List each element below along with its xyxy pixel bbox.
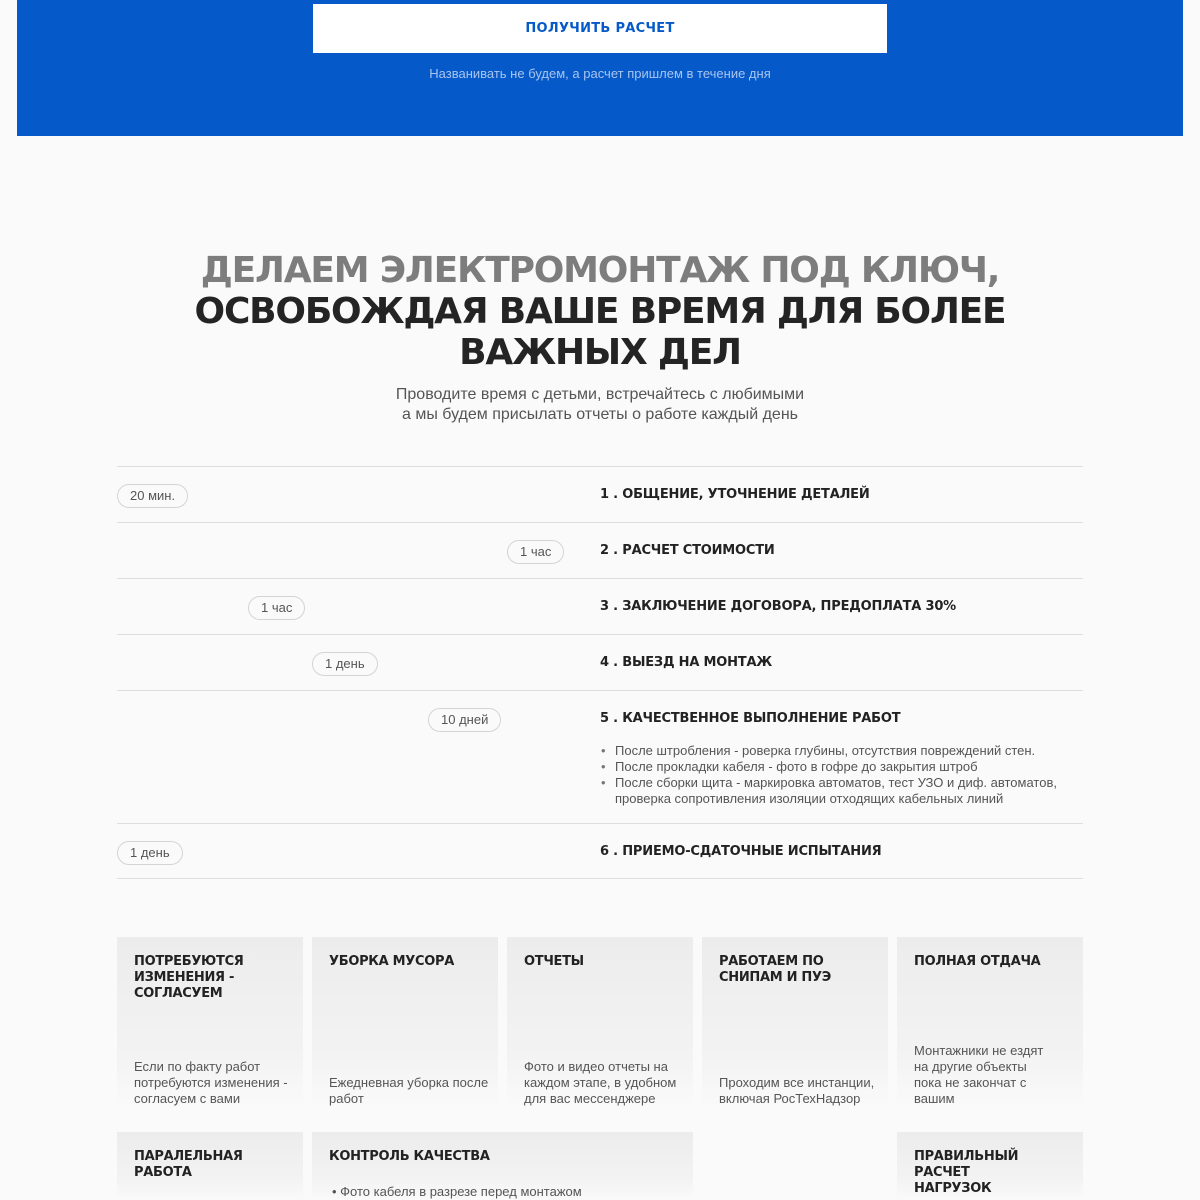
section-headline: [100, 250, 1100, 373]
feature-card: [312, 1132, 693, 1200]
feature-card: [117, 1132, 303, 1200]
step-row: [117, 634, 1083, 690]
step-row: [117, 690, 1083, 823]
feature-title: ПАРАЛЕЛЬНАЯ РАБОТА: [134, 1149, 243, 1180]
headline-line-dark: ОСВОБОЖДАЯ ВАШЕ ВРЕМЯ ДЛЯ БОЛЕЕ ВАЖНЫХ ДЕЛ: [194, 291, 1006, 373]
step-row: [117, 823, 1083, 879]
feature-card: [897, 937, 1083, 1109]
feature-card: [702, 937, 888, 1109]
step-row: [117, 466, 1083, 522]
headline-line-grey: ДЕЛАЕМ ЭЛЕКТРОМОНТАЖ ПОД КЛЮЧ,: [200, 250, 1000, 291]
step-number: 5: [600, 711, 609, 726]
subtitle-line-1: Проводите время с детьми, встречайтесь с любимыми: [395, 386, 805, 403]
step-title: [600, 599, 956, 614]
list-item: • После штробления - роверка глубины, отсутствия повреждений стен.: [600, 743, 1080, 759]
feature-title: КОНТРОЛЬ КАЧЕСТВА: [329, 1149, 490, 1164]
section-subtitle: [300, 385, 900, 425]
step-number: 4: [600, 655, 609, 670]
step-separator: .: [608, 543, 623, 558]
feature-card: [897, 1132, 1083, 1200]
step-number: 3: [600, 599, 609, 614]
step-title: [600, 711, 900, 726]
feature-card: [312, 937, 498, 1109]
subtitle-line-2: а мы будем присылать отчеты о работе каждый день: [401, 406, 798, 423]
feature-title: УБОРКА МУСОРА: [329, 954, 454, 969]
feature-text: Монтажники не ездят на другие объекты пока не закончат с вашим: [914, 1043, 1044, 1106]
duration-pill: 20 мин.: [117, 484, 188, 508]
step-title-text: ОБЩЕНИЕ, УТОЧНЕНИЕ ДЕТАЛЕЙ: [622, 487, 870, 502]
step-title-text: ПРИЕМО-СДАТОЧНЫЕ ИСПЫТАНИЯ: [622, 844, 882, 859]
feature-bullet-text: Фото кабеля в разрезе перед монтажом: [340, 1184, 582, 1199]
feature-card: [117, 937, 303, 1109]
feature-bullet: • Фото кабеля в разрезе перед монтажом: [332, 1184, 582, 1199]
get-quote-button[interactable]: ПОЛУЧИТЬ РАСЧЕТ: [313, 4, 887, 53]
list-item: • После прокладки кабеля - фото в гофре до закрытия штроб: [600, 759, 1080, 775]
cta-section: [17, 0, 1183, 136]
step-row: [117, 578, 1083, 634]
step-title: [600, 655, 772, 670]
duration-pill: 1 день: [312, 652, 378, 676]
feature-text: Фото и видео отчеты на каждом этапе, в удобном для вас мессенджере: [524, 1059, 677, 1106]
step-title: [600, 487, 870, 502]
feature-title: ПОТРЕБУЮТСЯ ИЗМЕНЕНИЯ - СОГЛАСУЕМ: [134, 954, 244, 1001]
step-separator: .: [608, 711, 623, 726]
step-title-text: КАЧЕСТВЕННОЕ ВЫПОЛНЕНИЕ РАБОТ: [622, 711, 901, 726]
step-title-text: ЗАКЛЮЧЕНИЕ ДОГОВОРА, ПРЕДОПЛАТА 30%: [622, 599, 956, 614]
feature-text: Ежедневная уборка после работ: [329, 1075, 489, 1106]
feature-title: ПРАВИЛЬНЫЙ РАСЧЕТ НАГРУЗОК: [914, 1149, 1019, 1196]
duration-pill: 1 час: [248, 596, 305, 620]
duration-pill: 10 дней: [428, 708, 501, 732]
feature-text: Если по факту работ потребуются изменения - согласуем с вами: [134, 1059, 288, 1106]
step-number: 6: [600, 844, 609, 859]
step-details-list: [600, 743, 1080, 807]
step-separator: .: [608, 487, 623, 502]
feature-title: ПОЛНАЯ ОТДАЧА: [914, 954, 1041, 969]
step-title-text: ВЫЕЗД НА МОНТАЖ: [622, 655, 773, 670]
feature-text: Проходим все инстанции, включая РосТехНадзор: [719, 1075, 875, 1106]
step-number: 1: [600, 487, 609, 502]
list-item: • После сборки щита - маркировка автоматов, тест УЗО и диф. автоматов, проверка сопротивления изоляции отходящих кабельных линий: [600, 775, 1080, 807]
feature-card: [507, 937, 693, 1109]
feature-title: ОТЧЕТЫ: [524, 954, 584, 969]
duration-pill: 1 час: [507, 540, 564, 564]
step-row: [117, 522, 1083, 578]
step-title: [600, 844, 881, 859]
step-number: 2: [600, 543, 609, 558]
cta-note: Названивать не будем, а расчет пришлем в течение дня: [429, 66, 771, 81]
step-separator: .: [608, 655, 623, 670]
step-title: [600, 543, 775, 558]
step-separator: .: [608, 599, 623, 614]
duration-pill: 1 день: [117, 841, 183, 865]
feature-title: РАБОТАЕМ ПО СНИПАМ И ПУЭ: [719, 954, 831, 985]
work-steps-list: [117, 466, 1083, 879]
step-title-text: РАСЧЕТ СТОИМОСТИ: [622, 543, 775, 558]
step-separator: .: [608, 844, 623, 859]
